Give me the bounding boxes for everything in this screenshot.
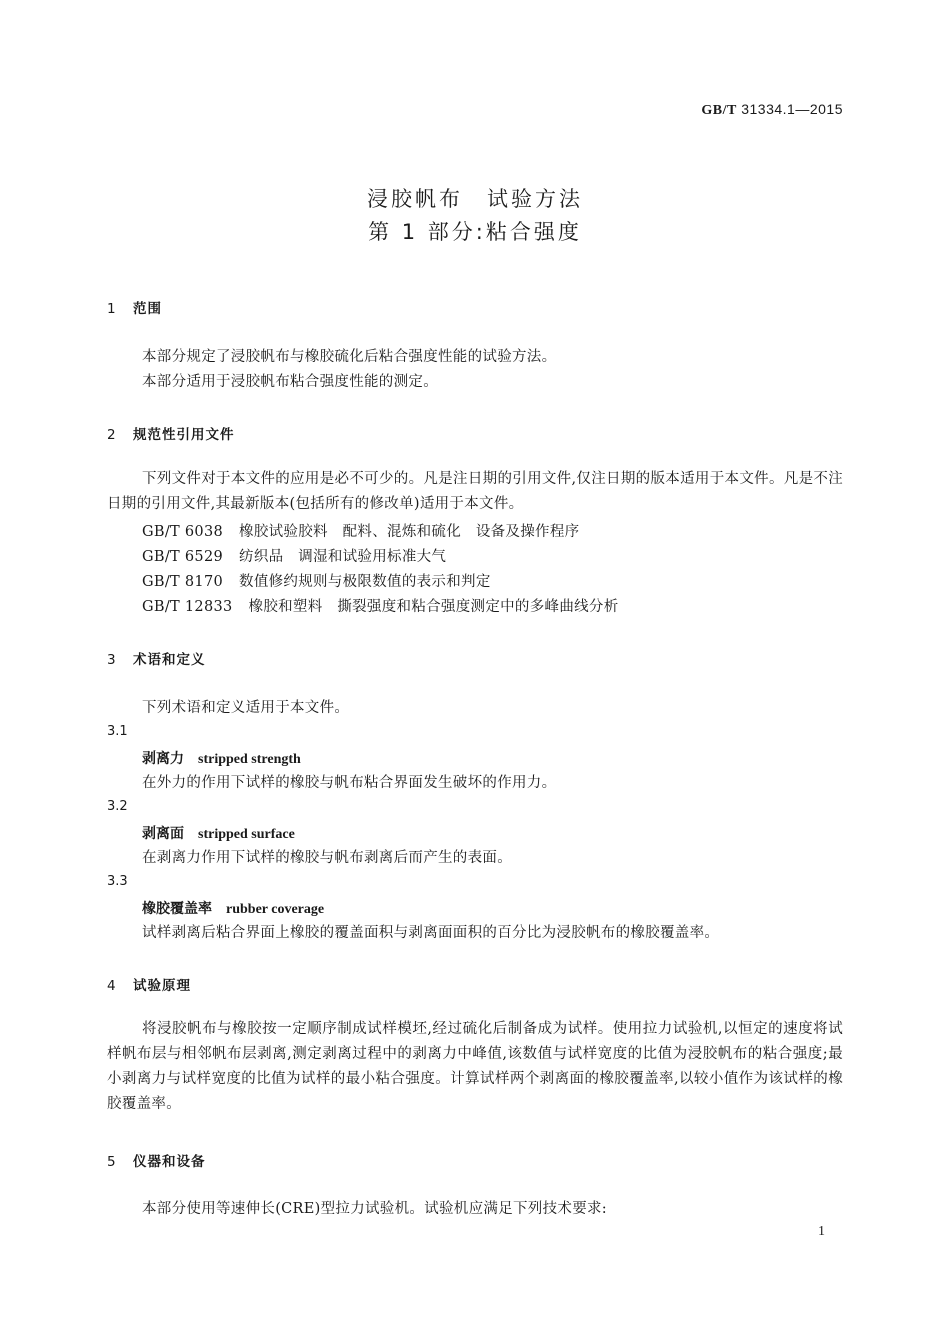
section-5-para: 本部分使用等速伸长(CRE)型拉力试验机。试验机应满足下列技术要求: xyxy=(142,1201,607,1217)
section-1-heading: 1 范围 xyxy=(107,301,162,317)
section-3-heading: 3 术语和定义 xyxy=(107,652,206,668)
section-1-para-1: 本部分规定了浸胶帆布与橡胶硫化后粘合强度性能的试验方法。 xyxy=(142,349,557,365)
section-2-intro: 下列文件对于本文件的应用是必不可少的。凡是注日期的引用文件,仅注日期的版本适用于本文件。凡是不注日期的引用文件,其最新版本(包括所有的修改单)适用于本文件。 xyxy=(107,471,843,512)
reference-item: GB/T 12833 橡胶和塑料 撕裂强度和粘合强度测定中的多峰曲线分析 xyxy=(142,599,619,615)
section-4-heading: 4 试验原理 xyxy=(107,978,191,994)
term-title: 剥离力 stripped strength xyxy=(142,751,301,767)
standard-number: GB/T 31334.1—2015 xyxy=(701,101,843,118)
section-4-para: 将浸胶帆布与橡胶按一定顺序制成试样模坯,经过硫化后制备成为试样。使用拉力试验机,以恒定的速度将试样帆布层与相邻帆布层剥离,测定剥离过程中的剥离力中峰值,该数值与试样宽度的比值为浸胶帆布的粘合强度;最小剥离力与试样宽度的比值为试样的最小粘合强度。计算试样两个剥离面的橡胶覆盖率,以较小值作为该试样的橡胶覆盖率。 xyxy=(107,1021,843,1112)
term-definition: 在外力的作用下试样的橡胶与帆布粘合界面发生破坏的作用力。 xyxy=(142,775,557,791)
term-number: 3.1 xyxy=(107,724,128,739)
term-definition: 试样剥离后粘合界面上橡胶的覆盖面积与剥离面面积的百分比为浸胶帆布的橡胶覆盖率。 xyxy=(142,925,720,941)
section-5-heading: 5 仪器和设备 xyxy=(107,1154,206,1170)
reference-item: GB/T 8170 数值修约规则与极限数值的表示和判定 xyxy=(142,574,491,590)
term-definition: 在剥离力作用下试样的橡胶与帆布剥离后而产生的表面。 xyxy=(142,850,512,866)
term-number: 3.2 xyxy=(107,799,128,814)
reference-item: GB/T 6038 橡胶试验胶料 配料、混炼和硫化 设备及操作程序 xyxy=(142,524,580,540)
page-number: 1 xyxy=(818,1224,825,1239)
title-line-1: 浸胶帆布 试验方法 xyxy=(367,187,583,211)
term-title: 剥离面 stripped surface xyxy=(142,826,295,842)
section-3-intro: 下列术语和定义适用于本文件。 xyxy=(142,700,350,716)
section-1-para-2: 本部分适用于浸胶帆布粘合强度性能的测定。 xyxy=(142,374,438,390)
term-title: 橡胶覆盖率 rubber coverage xyxy=(142,901,325,917)
section-2-heading: 2 规范性引用文件 xyxy=(107,427,235,443)
title-line-2: 第 1 部分:粘合强度 xyxy=(368,220,582,244)
reference-item: GB/T 6529 纺织品 调湿和试验用标准大气 xyxy=(142,549,447,565)
term-number: 3.3 xyxy=(107,874,128,889)
